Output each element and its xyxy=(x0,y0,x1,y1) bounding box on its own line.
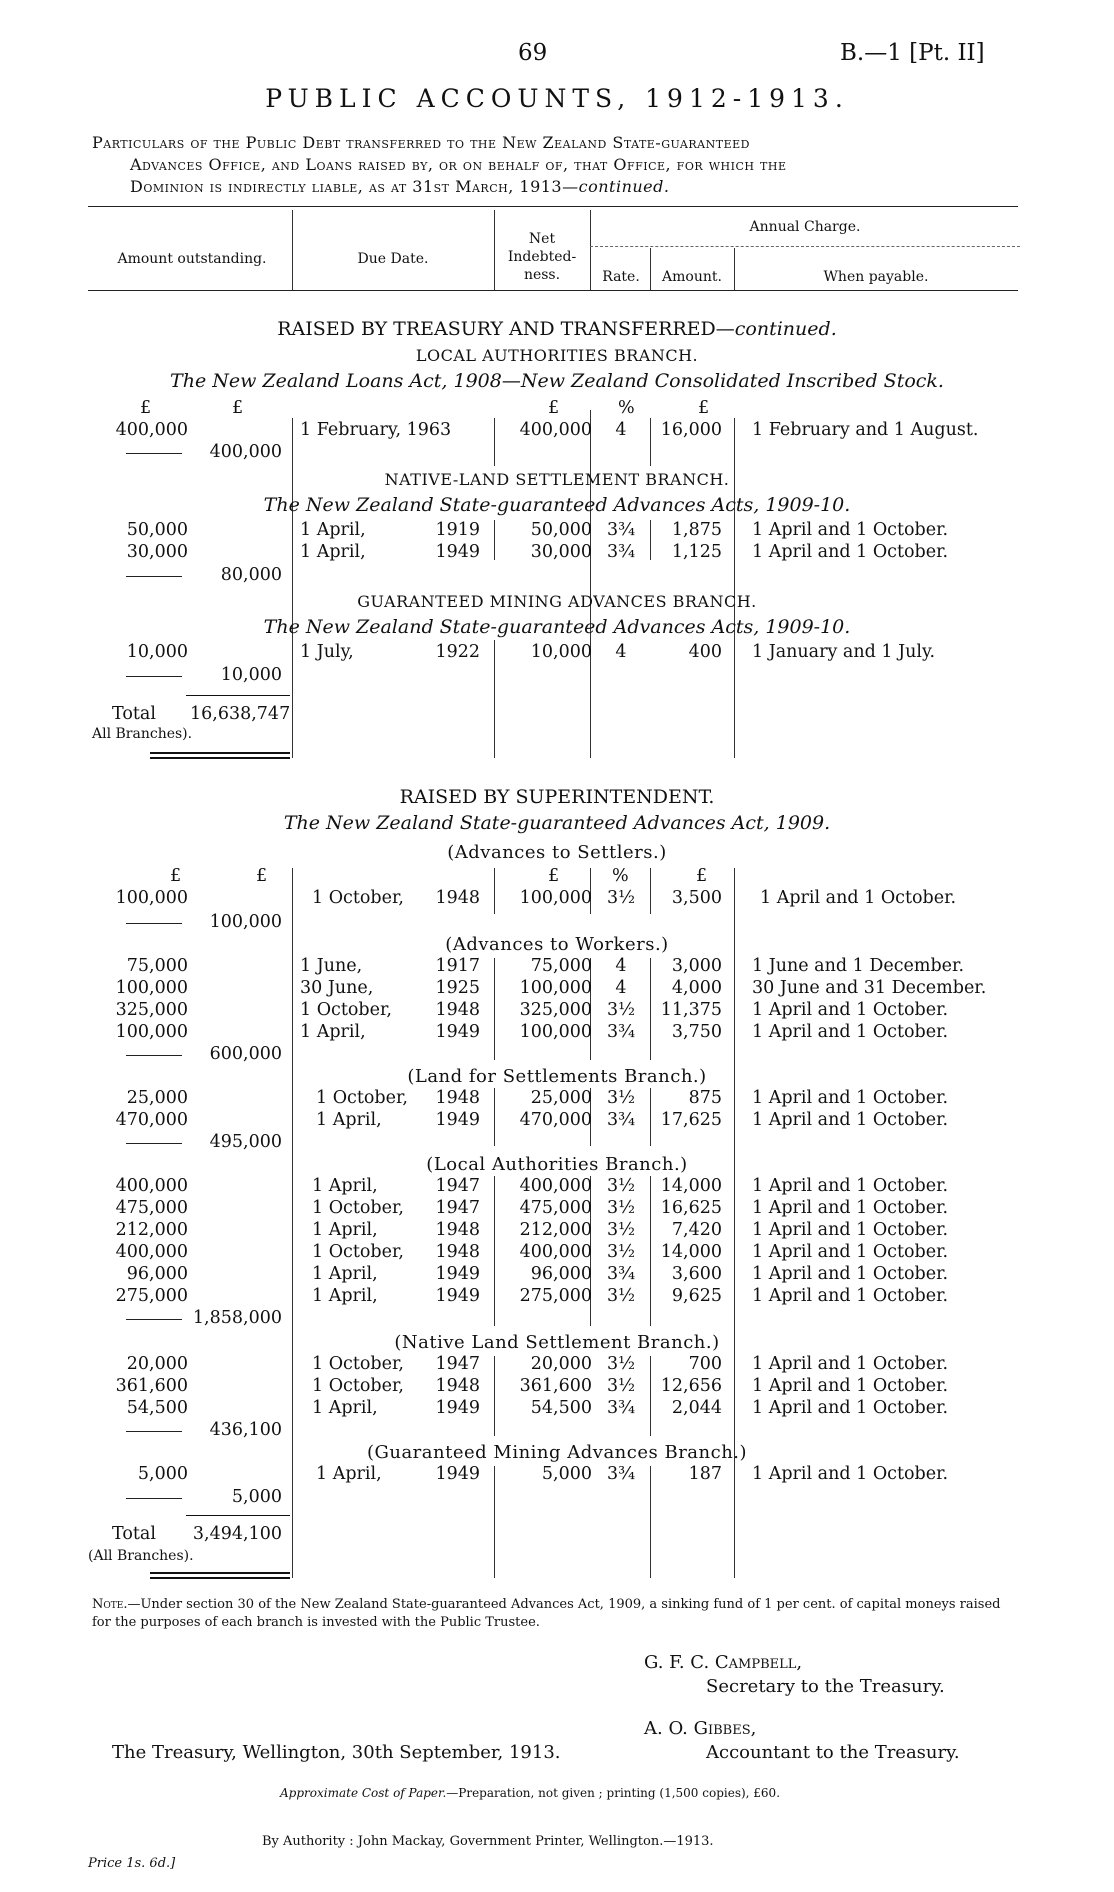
table-row xyxy=(0,1286,1114,1308)
amount-outstanding: 361,600 xyxy=(115,1376,188,1396)
double-rule xyxy=(150,1572,290,1574)
net-indebtedness: 100,000 xyxy=(519,888,592,908)
treasury-heading-cont: continued. xyxy=(734,318,837,340)
branch-total: 400,000 xyxy=(209,442,282,462)
when-payable: 1 April and 1 October. xyxy=(752,1022,949,1042)
subtotal-row xyxy=(0,442,1114,464)
header-top-rule xyxy=(88,206,1018,207)
due-date-day: 1 June, xyxy=(300,956,363,976)
due-date-day: 1 April, xyxy=(312,1176,378,1196)
table-row xyxy=(0,642,1114,664)
amount-outstanding: 400,000 xyxy=(115,1176,188,1196)
subtitle-continued: continued. xyxy=(578,177,670,196)
annual-amount: 16,625 xyxy=(660,1198,722,1218)
unit-label: £ xyxy=(548,398,560,418)
col-amount-outstanding: Amount outstanding. xyxy=(117,251,267,267)
signatory-2-name xyxy=(644,1718,756,1739)
when-payable: 1 February and 1 August. xyxy=(752,420,979,440)
due-date-day: 1 October, xyxy=(312,1354,404,1374)
due-date-day: 1 April, xyxy=(312,1220,378,1240)
header-bottom-rule xyxy=(88,290,1018,291)
settlers-heading: (Advances to Settlers.) xyxy=(447,842,667,863)
amount-outstanding: 400,000 xyxy=(115,1242,188,1262)
due-date-day: 1 July, xyxy=(300,642,354,662)
amount-outstanding: 100,000 xyxy=(115,978,188,998)
table-row xyxy=(0,1264,1114,1286)
grand-total-sublabel: (All Branches). xyxy=(88,1548,194,1564)
amount-outstanding: 5,000 xyxy=(137,1464,188,1484)
due-date-day: 1 October, xyxy=(312,1242,404,1262)
rate: 4 xyxy=(615,956,627,976)
table-row xyxy=(0,1398,1114,1420)
due-date-year: 1948 xyxy=(435,888,480,908)
amount-outstanding: 475,000 xyxy=(115,1198,188,1218)
annual-amount: 3,500 xyxy=(671,888,722,908)
double-rule xyxy=(150,757,290,759)
note-label: Note. xyxy=(92,1597,128,1612)
due-date-day: 1 October, xyxy=(312,1198,404,1218)
rate: 3¾ xyxy=(606,1464,636,1484)
rate: 3½ xyxy=(606,1176,636,1196)
annual-amount: 1,125 xyxy=(671,542,722,562)
branch-total: 100,000 xyxy=(209,912,282,932)
annual-amount: 3,600 xyxy=(671,1264,722,1284)
net-indebtedness: 100,000 xyxy=(519,1022,592,1042)
subtotal-row xyxy=(0,912,1114,934)
annual-amount: 12,656 xyxy=(660,1376,722,1396)
when-payable: 1 April and 1 October. xyxy=(752,520,949,540)
amount-outstanding: 275,000 xyxy=(115,1286,188,1306)
when-payable: 1 April and 1 October. xyxy=(752,1198,949,1218)
rate: 3½ xyxy=(606,1376,636,1396)
due-date-day: 1 October, xyxy=(316,1088,408,1108)
native-land-settlement-heading: (Native Land Settlement Branch.) xyxy=(394,1332,720,1353)
rate: 3½ xyxy=(606,1000,636,1020)
when-payable: 1 April and 1 October. xyxy=(752,1176,949,1196)
table-row xyxy=(0,520,1114,542)
net-indebtedness: 10,000 xyxy=(530,642,592,662)
page-title: PUBLIC ACCOUNTS, 1912-1913. xyxy=(265,84,849,113)
amount-outstanding: 25,000 xyxy=(126,1088,188,1108)
printer-authority: By Authority : John Mackay, Government Printer, Wellington.—1913. xyxy=(262,1834,714,1849)
amount-outstanding: 54,500 xyxy=(126,1398,188,1418)
treasury-heading xyxy=(0,318,1114,340)
rate: 3¾ xyxy=(606,1264,636,1284)
col-net-line2: Indebted- xyxy=(507,249,577,265)
subtotal-row xyxy=(0,1420,1114,1442)
table-row xyxy=(0,1176,1114,1198)
col-net-line1: Net xyxy=(528,231,556,247)
unit-label: £ xyxy=(698,398,710,418)
when-payable: 1 April and 1 October. xyxy=(752,1220,949,1240)
annual-amount: 700 xyxy=(688,1354,722,1374)
net-indebtedness: 100,000 xyxy=(519,978,592,998)
annual-amount: 400 xyxy=(688,642,722,662)
when-payable: 1 April and 1 October. xyxy=(752,1088,949,1108)
due-date-year: 1963 xyxy=(406,420,452,440)
net-indebtedness: 25,000 xyxy=(530,1088,592,1108)
due-date-year: 1922 xyxy=(435,642,480,662)
due-date-year: 1947 xyxy=(435,1176,480,1196)
due-date-day: 1 April, xyxy=(316,1110,382,1130)
unit-label: £ xyxy=(548,866,560,886)
amount-outstanding: 10,000 xyxy=(126,642,188,662)
when-payable: 1 April and 1 October. xyxy=(752,1000,949,1020)
unit-label: £ xyxy=(256,866,268,886)
amount-outstanding: 100,000 xyxy=(115,888,188,908)
land-settlements-heading: (Land for Settlements Branch.) xyxy=(407,1066,707,1087)
net-indebtedness: 50,000 xyxy=(530,520,592,540)
table-row xyxy=(0,1022,1114,1044)
note-text: —Under section 30 of the New Zealand State-guaranteed Advances Act, 1909, a sinking fund of 1 per cent. of capital moneys raised for the purposes of each branch is invested with the Public Trustee. xyxy=(92,1597,1001,1630)
amount-outstanding: 50,000 xyxy=(126,520,188,540)
rate: 3½ xyxy=(606,1354,636,1374)
due-date-year: 1925 xyxy=(435,978,480,998)
double-rule xyxy=(150,752,290,754)
net-indebtedness: 475,000 xyxy=(519,1198,592,1218)
amount-outstanding: 96,000 xyxy=(126,1264,188,1284)
units-row xyxy=(0,398,1114,420)
annual-charge-rule xyxy=(590,246,1020,247)
signatory-1-name-text: G. F. C. Campbell, xyxy=(644,1652,803,1673)
amount-outstanding: 100,000 xyxy=(115,1022,188,1042)
amount-outstanding: 470,000 xyxy=(115,1110,188,1130)
when-payable: 1 April and 1 October. xyxy=(760,888,957,908)
table-row xyxy=(0,1376,1114,1398)
due-date-year: 1948 xyxy=(435,1376,480,1396)
signatory-1-title: Secretary to the Treasury. xyxy=(706,1676,945,1697)
guaranteed-mining-heading: (Guaranteed Mining Advances Branch.) xyxy=(366,1442,748,1463)
col-net-line3: ness. xyxy=(523,267,561,283)
amount-outstanding: 30,000 xyxy=(126,542,188,562)
subtitle-line-2: Advances Office, and Loans raised by, or on behalf of, that Office, for which the xyxy=(130,155,787,174)
due-date-day: 1 October, xyxy=(312,888,404,908)
rate: 3½ xyxy=(606,1286,636,1306)
when-payable: 1 April and 1 October. xyxy=(752,1110,949,1130)
native-land-heading: NATIVE-LAND SETTLEMENT BRANCH. xyxy=(384,470,730,489)
net-indebtedness: 361,600 xyxy=(519,1376,592,1396)
branch-total: 436,100 xyxy=(209,1420,282,1440)
due-date-year: 1949 xyxy=(435,1398,480,1418)
rate: 3¾ xyxy=(606,520,636,540)
local-authorities-branch-heading: (Local Authorities Branch.) xyxy=(426,1154,688,1175)
due-date-day: 1 April, xyxy=(300,1022,366,1042)
net-indebtedness: 400,000 xyxy=(519,1176,592,1196)
rate: 3¾ xyxy=(606,1022,636,1042)
branch-total: 10,000 xyxy=(220,665,282,685)
due-date-day: 1 April, xyxy=(300,542,366,562)
net-indebtedness: 470,000 xyxy=(519,1110,592,1130)
due-date-day: 1 October, xyxy=(312,1376,404,1396)
branch-total: 80,000 xyxy=(220,565,282,585)
branch-total: 1,858,000 xyxy=(192,1308,282,1328)
total-rule xyxy=(186,1515,290,1516)
when-payable: 30 June and 31 December. xyxy=(752,978,987,998)
annual-amount: 3,750 xyxy=(671,1022,722,1042)
table-row xyxy=(0,420,1114,442)
subtitle-line-3-text: Dominion is indirectly liable, as at 31st March, 1913— xyxy=(130,177,579,196)
annual-amount: 4,000 xyxy=(671,978,722,998)
local-authorities-heading: LOCAL AUTHORITIES BRANCH. xyxy=(415,346,699,365)
superintendent-act: The New Zealand State-guaranteed Advances Act, 1909. xyxy=(283,812,831,834)
due-date-year: 1949 xyxy=(435,1464,480,1484)
amount-outstanding: 400,000 xyxy=(115,420,188,440)
net-indebtedness: 30,000 xyxy=(530,542,592,562)
rate: 3½ xyxy=(606,1198,636,1218)
due-date-year: 1917 xyxy=(435,956,480,976)
due-date-day: 1 April, xyxy=(300,520,366,540)
due-date-day: 1 October, xyxy=(300,1000,392,1020)
branch-total: 495,000 xyxy=(209,1132,282,1152)
when-payable: 1 April and 1 October. xyxy=(752,1464,949,1484)
table-row xyxy=(0,956,1114,978)
due-date-year: 1949 xyxy=(435,1286,480,1306)
annual-amount: 14,000 xyxy=(660,1242,722,1262)
annual-amount: 17,625 xyxy=(660,1110,722,1130)
workers-heading: (Advances to Workers.) xyxy=(445,934,669,955)
price: Price 1s. 6d.] xyxy=(88,1856,176,1871)
page-number: 69 xyxy=(518,40,548,66)
signatory-1-name xyxy=(644,1652,802,1673)
net-indebtedness: 20,000 xyxy=(530,1354,592,1374)
col-rate: Rate. xyxy=(602,269,640,285)
when-payable: 1 April and 1 October. xyxy=(752,1354,949,1374)
net-indebtedness: 275,000 xyxy=(519,1286,592,1306)
col-net-indebtedness xyxy=(494,230,590,284)
place-and-date: The Treasury, Wellington, 30th September, 1913. xyxy=(112,1742,561,1763)
table-row xyxy=(0,1220,1114,1242)
col-due-date: Due Date. xyxy=(357,251,429,267)
when-payable: 1 June and 1 December. xyxy=(752,956,965,976)
col-amount: Amount. xyxy=(662,269,722,285)
document-reference: B.—1 [Pt. II] xyxy=(840,40,985,66)
cost-text: —Preparation, not given ; printing (1,500 copies), £60. xyxy=(446,1786,781,1800)
amount-outstanding: 20,000 xyxy=(126,1354,188,1374)
annual-amount: 3,000 xyxy=(671,956,722,976)
due-date-year: 1949 xyxy=(435,1110,480,1130)
rate: 4 xyxy=(615,420,627,440)
rate: 4 xyxy=(615,642,627,662)
subtotal-row xyxy=(0,665,1114,687)
table-row xyxy=(0,1354,1114,1376)
due-date-year: 1949 xyxy=(435,1022,480,1042)
rate: 3¾ xyxy=(606,1110,636,1130)
unit-label: £ xyxy=(696,866,708,886)
rate: 3½ xyxy=(606,1088,636,1108)
when-payable: 1 April and 1 October. xyxy=(752,1376,949,1396)
table-row xyxy=(0,978,1114,1000)
due-date-year: 1948 xyxy=(435,1220,480,1240)
due-date-day: 1 April, xyxy=(312,1286,378,1306)
rate: 3½ xyxy=(606,888,636,908)
annual-amount: 2,044 xyxy=(671,1398,722,1418)
due-date-day: 1 April, xyxy=(316,1464,382,1484)
native-act: The New Zealand State-guaranteed Advances Acts, 1909-10. xyxy=(263,494,851,516)
due-date-year: 1948 xyxy=(435,1000,480,1020)
table-row xyxy=(0,1198,1114,1220)
table-row xyxy=(0,1242,1114,1264)
when-payable: 1 April and 1 October. xyxy=(752,1242,949,1262)
branch-total: 5,000 xyxy=(231,1487,282,1507)
amount-outstanding: 75,000 xyxy=(126,956,188,976)
unit-label: % xyxy=(618,398,635,418)
grand-total: 3,494,100 xyxy=(192,1524,282,1544)
subtitle-line-3 xyxy=(92,176,1022,198)
total-rule xyxy=(186,695,290,696)
when-payable: 1 April and 1 October. xyxy=(752,1398,949,1418)
amount-outstanding: 325,000 xyxy=(115,1000,188,1020)
grand-total-row xyxy=(0,704,1114,726)
subtotal-row xyxy=(0,565,1114,587)
units-row xyxy=(0,866,1114,888)
unit-label: £ xyxy=(170,866,182,886)
page-subtitle xyxy=(92,132,1022,198)
local-act: The New Zealand Loans Act, 1908—New Zealand Consolidated Inscribed Stock. xyxy=(170,370,944,392)
annual-amount: 11,375 xyxy=(660,1000,722,1020)
amount-outstanding: 212,000 xyxy=(115,1220,188,1240)
superintendent-heading: RAISED BY SUPERINTENDENT. xyxy=(399,786,715,808)
annual-amount: 14,000 xyxy=(660,1176,722,1196)
due-date-year: 1919 xyxy=(435,520,480,540)
signatory-2-name-text: A. O. Gibbes, xyxy=(644,1718,757,1739)
due-date-year: 1948 xyxy=(435,1242,480,1262)
when-payable: 1 April and 1 October. xyxy=(752,1264,949,1284)
subtotal-row xyxy=(0,1044,1114,1066)
branch-total: 600,000 xyxy=(209,1044,282,1064)
grand-total-row xyxy=(0,1524,1114,1546)
rate: 3½ xyxy=(606,1220,636,1240)
mining-heading: GUARANTEED MINING ADVANCES BRANCH. xyxy=(357,592,757,611)
due-date-year: 1947 xyxy=(435,1198,480,1218)
rate: 3¾ xyxy=(606,542,636,562)
when-payable: 1 April and 1 October. xyxy=(752,1286,949,1306)
due-date-year: 1949 xyxy=(435,1264,480,1284)
cost-label: Approximate Cost of Paper. xyxy=(280,1786,447,1800)
when-payable: 1 April and 1 October. xyxy=(752,542,949,562)
due-date-year: 1949 xyxy=(435,542,480,562)
col-when-payable: When payable. xyxy=(823,269,929,285)
double-rule xyxy=(150,1577,290,1579)
due-date-day: 30 June, xyxy=(300,978,374,998)
due-date-day: 1 April, xyxy=(312,1398,378,1418)
annual-amount: 187 xyxy=(688,1464,722,1484)
rate: 3½ xyxy=(606,1242,636,1262)
subtotal-row xyxy=(0,1308,1114,1330)
table-row xyxy=(0,1110,1114,1132)
table-row xyxy=(0,1088,1114,1110)
col-annual-charge: Annual Charge. xyxy=(749,219,861,235)
net-indebtedness: 96,000 xyxy=(530,1264,592,1284)
grand-total: 16,638,747 xyxy=(190,704,291,724)
net-indebtedness: 54,500 xyxy=(530,1398,592,1418)
due-date xyxy=(300,420,451,440)
subtotal-row xyxy=(0,1132,1114,1154)
due-date-year: 1947 xyxy=(435,1354,480,1374)
footnote xyxy=(92,1596,1022,1632)
due-date-day: 1 April, xyxy=(312,1264,378,1284)
unit-label: £ xyxy=(232,398,244,418)
subtotal-row xyxy=(0,1487,1114,1509)
unit-label: % xyxy=(612,866,629,886)
grand-total-label: Total xyxy=(112,704,156,724)
net-indebtedness: 325,000 xyxy=(519,1000,592,1020)
net-indebtedness: 400,000 xyxy=(519,1242,592,1262)
subtitle-line-1: Particulars of the Public Debt transferred to the New Zealand State-guaranteed xyxy=(92,133,750,152)
due-date-day: 1 February, xyxy=(300,420,402,440)
net-indebtedness: 212,000 xyxy=(519,1220,592,1240)
signatory-2-title: Accountant to the Treasury. xyxy=(706,1742,960,1763)
table-row xyxy=(0,542,1114,564)
annual-amount: 9,625 xyxy=(671,1286,722,1306)
table-row xyxy=(0,1464,1114,1486)
cost-of-paper xyxy=(280,1786,780,1800)
annual-amount: 875 xyxy=(688,1088,722,1108)
annual-amount: 7,420 xyxy=(671,1220,722,1240)
grand-total-sublabel: All Branches). xyxy=(92,726,193,742)
rate: 4 xyxy=(615,978,627,998)
annual-amount: 1,875 xyxy=(671,520,722,540)
mining-act: The New Zealand State-guaranteed Advances Acts, 1909-10. xyxy=(263,616,851,638)
net-indebtedness: 5,000 xyxy=(541,1464,592,1484)
table-row xyxy=(0,888,1114,910)
net-indebtedness: 400,000 xyxy=(519,420,592,440)
treasury-heading-text: RAISED BY TREASURY AND TRANSFERRED— xyxy=(277,318,735,340)
rate: 3¾ xyxy=(606,1398,636,1418)
annual-amount: 16,000 xyxy=(660,420,722,440)
due-date-year: 1948 xyxy=(435,1088,480,1108)
table-row xyxy=(0,1000,1114,1022)
net-indebtedness: 75,000 xyxy=(530,956,592,976)
when-payable: 1 January and 1 July. xyxy=(752,642,936,662)
grand-total-label: Total xyxy=(112,1524,156,1544)
unit-label: £ xyxy=(140,398,152,418)
